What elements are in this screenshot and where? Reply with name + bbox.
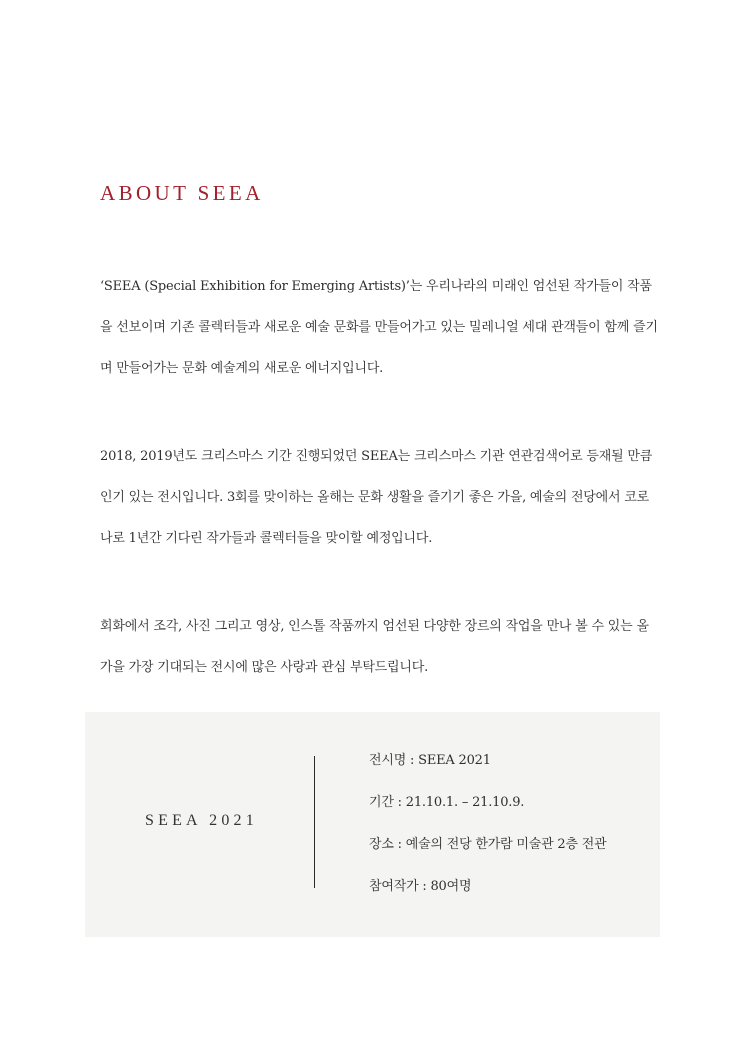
section-title: ABOUT SEEA: [100, 181, 264, 205]
exhibition-details: [369, 746, 607, 914]
paragraph-invitation: 회화에서 조각, 사진 그리고 영상, 인스톨 작품까지 엄선된 다양한 장르의 작업을 만나 볼 수 있는 올 가을 가장 기대되는 전시에 많은 사랑과 관심 부탁드립니다.: [100, 619, 649, 675]
exhibition-name: SEEA 2021: [145, 812, 258, 829]
vertical-divider: [314, 756, 315, 888]
detail-exhibition-name: 전시명 : SEEA 2021: [369, 753, 491, 768]
detail-venue: 장소 : 예술의 전당 한가람 미술관 2층 전관: [369, 837, 607, 852]
detail-artists: 참여작가 : 80여명: [369, 879, 472, 894]
detail-period: 기간 : 21.10.1. – 21.10.9.: [369, 795, 525, 810]
paragraph-intro: ‘SEEA (Special Exhibition for Emerging Artists)’는 우리나라의 미래인 엄선된 작가들이 작품을 선보이며 기존 콜렉터들과 새로운 예술 문화를 만들어가고 있는 밀레니얼 세대 관객들이 함께 즐기며 만들어가는 문화 예술계의 새로운 에너지입니다.: [100, 279, 658, 376]
intro-text: [100, 266, 660, 735]
paragraph-history: 2018, 2019년도 크리스마스 기간 진행되었던 SEEA는 크리스마스 기관 연관검색어로 등재될 만큼 인기 있는 전시입니다. 3회를 맞이하는 올해는 문화 생활을 즐기기 좋은 가을, 예술의 전당에서 코로나로 1년간 기다린 작가들과 콜렉터들을 맞이할 예정입니다.: [100, 449, 653, 546]
exhibition-info-box: [85, 712, 660, 937]
